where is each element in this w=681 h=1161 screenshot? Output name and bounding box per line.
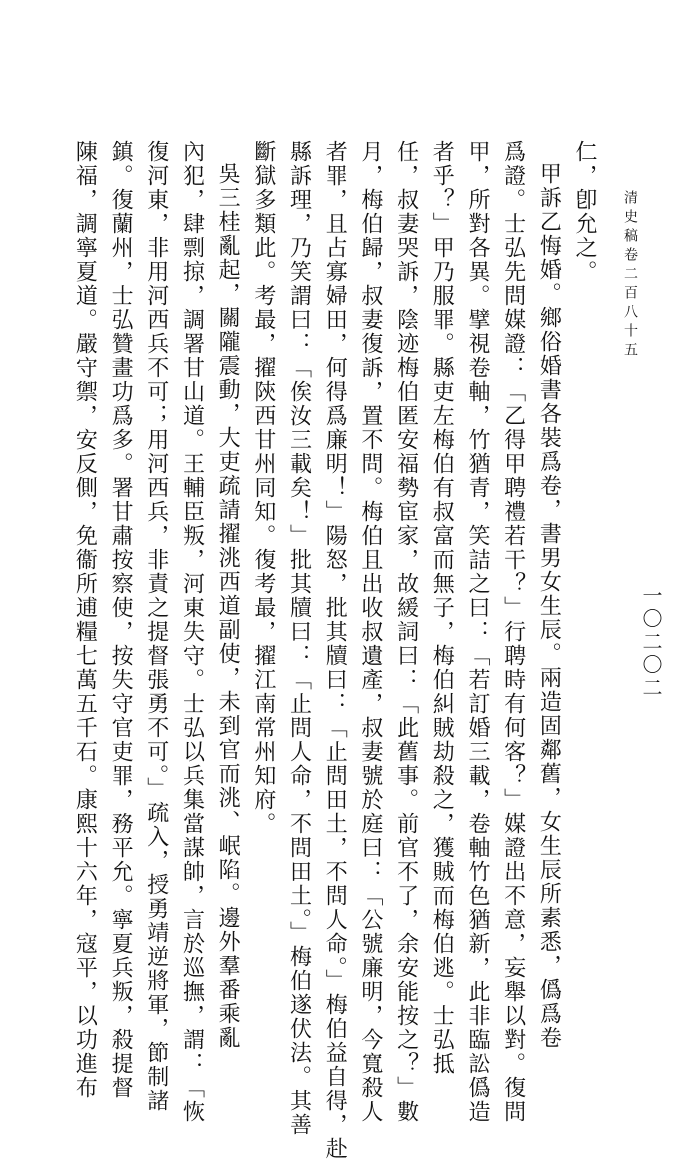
text-column: 內犯，肆剽掠，調署甘山道。王輔臣叛，河東失守。士弘以兵集當謀帥，言於巡撫，謂：「恢 <box>179 140 205 1124</box>
text-column: 陳福，調寧夏道。嚴守禦，安反側，免衞所逋糧七萬五千石。康熙十六年，寇平，以功進布 <box>72 140 98 1100</box>
text-column: 者罪，且占寡婦田，何得爲廉明！」陽怒，批其牘曰：「止問田土，不問人命。」梅伯益自得，赴 <box>322 140 348 1161</box>
text-column: 鎮。復蘭州，士弘贊畫功爲多。署甘肅按察使，按失守官吏罪，務平允。寧夏兵叛，殺提督 <box>108 140 134 1100</box>
text-column: 任，叔妻哭訴，陰迹梅伯匿安福勢宦家，故緩詞曰：「此舊事。前官不了，余安能按之？」數 <box>393 140 419 1124</box>
running-header: 清史稿卷二百八十五 <box>622 190 638 361</box>
text-column: 月，梅伯歸，叔妻復訴，置不問。梅伯且出收叔遺產，叔妻號於庭曰：「公號廉明，今寬殺人 <box>357 140 383 1124</box>
body-text <box>72 140 598 1161</box>
text-column: 縣訴理，乃笑謂曰：「俟汝三載矣！」批其牘曰：「止問人命，不問田土。」梅伯遂伏法。其善 <box>286 140 312 1137</box>
text-column: 者乎？」甲乃服罪。縣吏左梅伯有叔富而無子，梅伯糾賊劫殺之，獲賊而梅伯逃。士弘抵 <box>429 140 455 1076</box>
text-column: 仁，卽允之。 <box>572 140 597 284</box>
page-number: 一〇二〇二 <box>639 585 663 700</box>
text-column: 爲證。士弘先問媒證：「乙得甲聘禮若干？」行聘時有何客？」媒證出不意，妄舉以對。復問 <box>500 140 526 1124</box>
text-column: 吳三桂亂起，關隴震動，大吏疏請擢洮西道副使，未到官而洮、岷陷。邊外羣番乘亂 <box>215 162 241 1050</box>
text-column: 甲訴乙悔婚。鄉俗婚書各裝爲卷，書男女生辰。兩造固鄰舊，女生辰所素悉，僞爲卷 <box>536 162 562 1050</box>
text-column: 甲，所對各異。擘視卷軸，竹猶青，笑詰之曰：「若訂婚三載，卷軸竹色猶新，此非臨訟僞造 <box>464 140 490 1124</box>
text-column: 復河東，非用河西兵不可；用河西兵，非責之提督張勇不可。」疏入，授勇靖逆將軍，節制諸 <box>143 140 169 1113</box>
text-column: 斷獄多類此。考最，擢陝西甘州同知。復考最，擢江南常州知府。 <box>250 140 276 836</box>
